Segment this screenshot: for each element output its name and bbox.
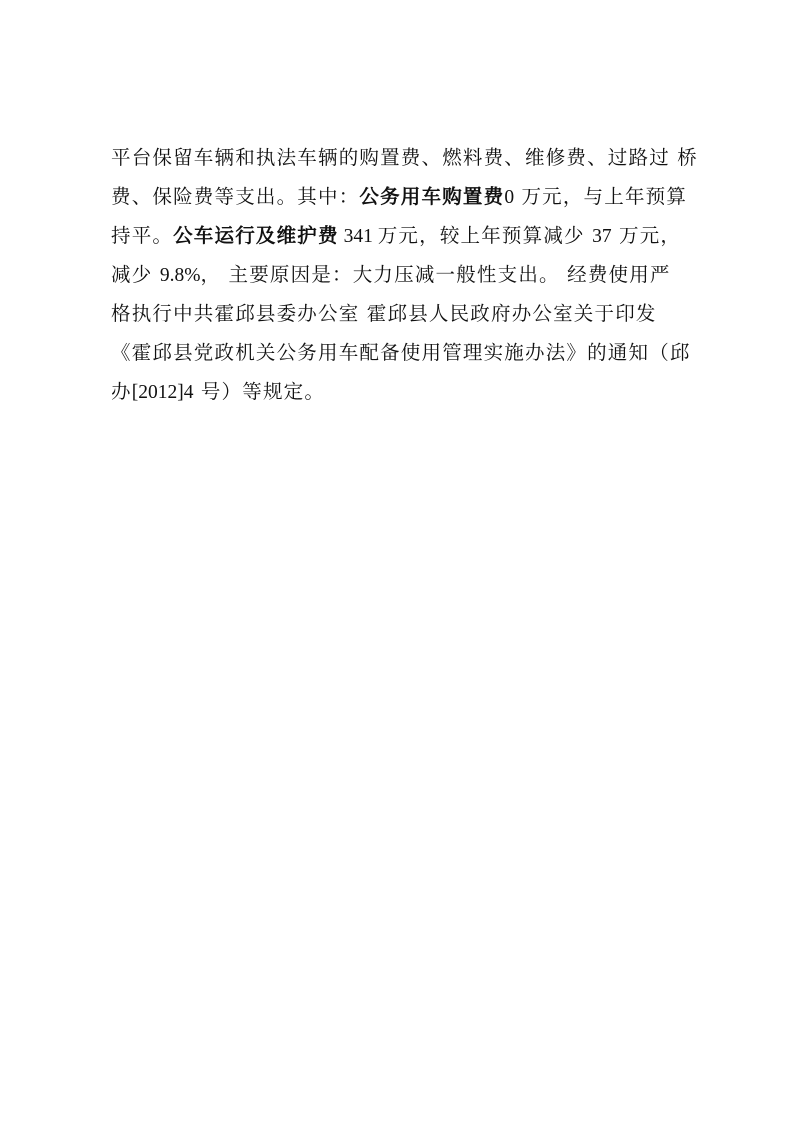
amount-value: 341	[338, 226, 378, 247]
document-number: [2012]4	[131, 382, 194, 403]
amount-value: 37	[592, 226, 612, 247]
line-text: ， 主要原因是：大力压减一般性支出。 经费使用严	[200, 263, 671, 286]
line-text: 办	[111, 380, 132, 403]
paragraph-line-4	[111, 262, 691, 289]
line-text: 万元，较上年预算减少	[377, 224, 593, 247]
paragraph-line-1	[111, 145, 698, 171]
line-text: 《霍邱县党政机关公务用车配备使用管理实施办法》的通知（邱	[111, 341, 691, 364]
line-text: 万元，与上年预算	[514, 185, 688, 208]
bold-term-vehicle-purchase-fee: 公务用车购置费	[359, 185, 505, 208]
line-text: 号）等规定。	[193, 380, 326, 403]
paragraph-line-2	[111, 184, 691, 211]
percent-value: 9.8%	[159, 265, 201, 286]
line-text: 万元，	[611, 224, 682, 247]
paragraph-line-5	[111, 301, 691, 327]
line-text: 减少	[111, 263, 160, 286]
bold-term-vehicle-operation-fee: 公车运行及维护费	[173, 224, 339, 247]
line-text: 平台保留车辆和执法车辆的购置费、燃料费、维修费、过路过 桥	[111, 146, 698, 169]
line-text: 费、保险费等支出。其中：	[111, 185, 360, 208]
amount-value: 0	[504, 187, 515, 208]
paragraph-line-6	[111, 340, 691, 366]
paragraph-line-3	[111, 223, 691, 250]
line-text: 持平。	[111, 224, 174, 247]
paragraph-line-7	[111, 379, 691, 406]
line-text: 格执行中共霍邱县委办公室 霍邱县人民政府办公室关于印发	[111, 302, 657, 325]
